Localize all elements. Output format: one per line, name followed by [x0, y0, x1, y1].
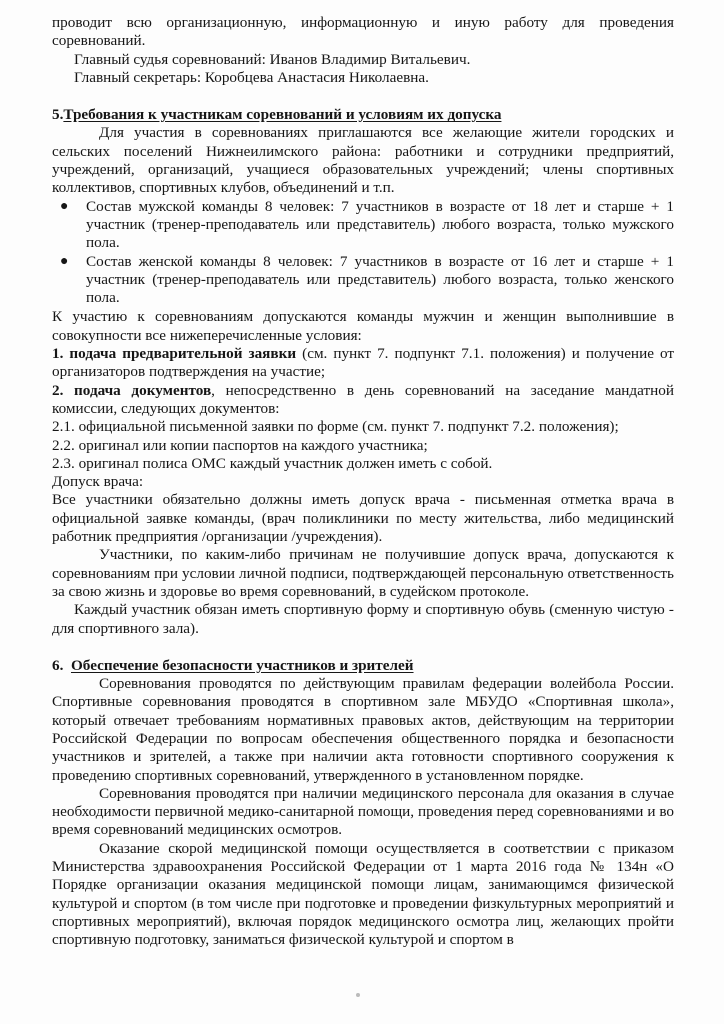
bullet-icon: ● — [60, 198, 69, 214]
continuation-text: проводит всю организационную, информационную и иную работу для проведения соревнований. — [52, 14, 674, 50]
condition-1-text: (см. пункт 7. подпункт 7.1. положения) и получение от организаторов подтверждения на участие; — [52, 345, 674, 381]
scan-dot — [356, 993, 360, 997]
chief-judge-line: Главный судья соревнований: Иванов Владимир Витальевич. — [74, 50, 471, 68]
section-6-paragraph-1: Соревнования проводятся по действующим правилам федерации волейбола России. Спортивные соревнования проводятся в спортивном зале МБУДО «Спортивная школа», который отвечает требованиям нормативных правовых актов, действующим на территории Российской Федерации по вопросам обеспечения общественного порядка и безопасности участников и зрителей, а также при наличии акта готовности спортивного сооружения к проведению спортивных соревнований, утвержденного в установленном порядке. — [52, 675, 674, 784]
section-6-paragraph-2: Соревнования проводятся при наличии медицинского персонала для оказания в случае необходимости первичной медико-санитарной помощи, проведения перед соревнованиями и во время соревнований медицинских осмотров. — [52, 784, 674, 839]
section-5-number: 5. — [52, 106, 64, 124]
condition-2-title: 2. подача документов — [52, 381, 212, 399]
condition-2-text: , непосредственно в день соревнований на заседание мандатной комиссии, следующих документов: — [52, 381, 674, 417]
section-6-number: 6. — [52, 656, 64, 674]
condition-1-title: 1. подача предварительной заявки — [52, 345, 297, 363]
men-team-text: Состав мужской команды 8 человек: 7 участников в возрасте от 18 лет и старше + 1 участник (тренер-преподаватель или представитель) любого возраста, только мужского пола. — [86, 197, 674, 252]
list-item — [60, 252, 674, 308]
no-doctor-text: Участники, по каким-либо причинам не получившие допуск врача, допускаются к соревнованиям при условии личной подписи, подтверждающей персональную ответственность за свою жизнь и здоровье во время соревнований, в судейском протоколе. — [52, 546, 674, 600]
document-item-2-3: 2.3. оригинал полиса ОМС каждый участник должен иметь с собой. — [52, 454, 493, 472]
document-item-2-2: 2.2. оригинал или копии паспортов на каждого участника; — [52, 436, 428, 454]
bullet-icon: ● — [60, 253, 69, 269]
conditions-intro: К участию к соревнованиям допускаются команды мужчин и женщин выполнившие в совокупности все нижеперечисленные условия: — [52, 308, 674, 344]
section-6-title: Обеспечение безопасности участников и зрителей — [70, 656, 414, 674]
list-item — [60, 197, 674, 253]
section-5-title: Требования к участникам соревнований и условиям их допуска — [63, 106, 502, 124]
section-5-intro: Для участия в соревнованиях приглашаются все желающие жители городских и сельских поселений Нижнеилимского района: работники и сотрудники предприятий, учреждений, организаций, учащиеся образовательных учреждений; члены спортивных коллективов, спортивных клубов, объединений и т.п. — [52, 124, 674, 197]
doctor-label: Допуск врача: — [52, 473, 144, 491]
women-team-text: Состав женской команды 8 человек: 7 участников в возрасте от 16 лет и старше + 1 участник (тренер-преподаватель или представитель) любого возраста, только женского пола. — [86, 252, 674, 307]
section-5-heading — [52, 106, 674, 124]
condition-1 — [52, 345, 674, 382]
condition-2 — [52, 382, 674, 419]
document-item-2-1: 2.1. официальной письменной заявки по форме (см. пункт 7. подпункт 7.2. положения); — [52, 418, 619, 436]
uniform-text: Каждый участник обязан иметь спортивную форму и спортивную обувь (сменную чистую - для спортивного зала). — [52, 601, 674, 637]
chief-secretary-line: Главный секретарь: Коробцева Анастасия Николаевна. — [74, 68, 429, 86]
team-composition-list — [52, 198, 674, 308]
section-6-paragraph-3: Оказание скорой медицинской помощи осуществляется в соответствии с приказом Министерства здравоохранения Российской Федерации от 1 марта 2016 года № 134н «О Порядке организации оказания медицинской помощи лицам, занимающимся физической культурой и спортом (в том числе при подготовке и проведении физкультурных мероприятий и спортивных мероприятий), включая порядок медицинского осмотра лиц, желающих пройти спортивную подготовку, заниматься физической культурой и спортом в — [52, 839, 674, 949]
section-6-heading — [52, 657, 674, 675]
doctor-text: Все участники обязательно должны иметь допуск врача - письменная отметка врача в официальной заявке команды, (врач поликлиники по месту жительства, либо медицинский работник предприятия /организации /учреждения). — [52, 491, 674, 546]
